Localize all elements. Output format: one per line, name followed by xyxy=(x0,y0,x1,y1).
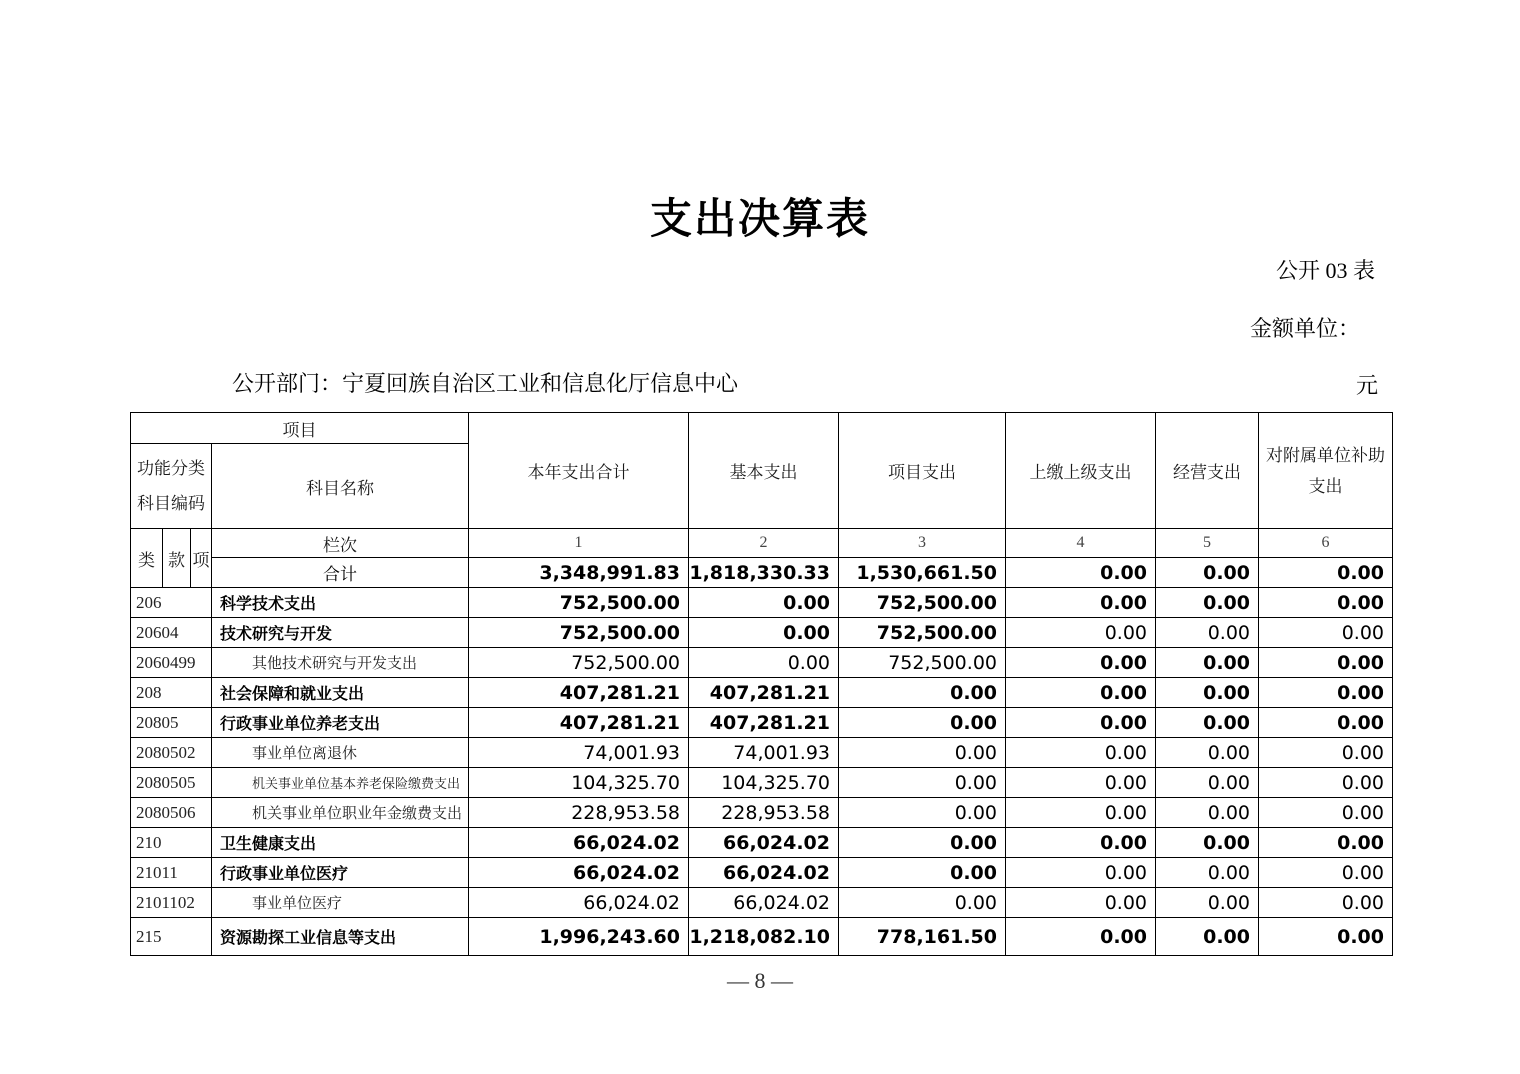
amount-cell: 752,500.00 xyxy=(469,588,689,618)
name-cell: 技术研究与开发 xyxy=(212,618,469,648)
name-cell: 卫生健康支出 xyxy=(212,828,469,858)
amount-cell: 778,161.50 xyxy=(839,918,1006,956)
amount-cell: 0.00 xyxy=(1006,648,1156,678)
amount-cell: 0.00 xyxy=(839,828,1006,858)
name-cell: 其他技术研究与开发支出 xyxy=(212,648,469,678)
amount-cell: 0.00 xyxy=(1006,798,1156,828)
amount-cell: 0.00 xyxy=(1259,738,1393,768)
amount-cell: 0.00 xyxy=(839,798,1006,828)
total-label: 合计 xyxy=(212,558,469,588)
page-number: — 8 — xyxy=(727,968,793,993)
amount-cell: 0.00 xyxy=(1156,588,1259,618)
amount-cell: 228,953.58 xyxy=(469,798,689,828)
amount-cell: 0.00 xyxy=(1006,828,1156,858)
table-row xyxy=(131,828,1393,858)
name-cell: 行政事业单位养老支出 xyxy=(212,708,469,738)
total-amount-cell: 3,348,991.83 xyxy=(469,558,689,588)
amount-cell: 0.00 xyxy=(1006,738,1156,768)
total-row xyxy=(131,558,1393,588)
amount-cell: 407,281.21 xyxy=(469,678,689,708)
total-amount-cell: 0.00 xyxy=(1006,558,1156,588)
name-cell: 资源勘探工业信息等支出 xyxy=(212,918,469,956)
header-col-total-year: 本年支出合计 xyxy=(469,413,689,529)
amount-cell: 0.00 xyxy=(1006,858,1156,888)
column-number-3: 3 xyxy=(839,529,1006,558)
header-func-code-line2: 科目编码 xyxy=(137,494,205,513)
header-col-subsidy-line1: 对附属单位补助 xyxy=(1266,445,1385,465)
table-row xyxy=(131,708,1393,738)
code-cell: 20604 xyxy=(131,618,212,648)
amount-cell: 0.00 xyxy=(1006,708,1156,738)
amount-cell: 0.00 xyxy=(1006,678,1156,708)
amount-cell: 0.00 xyxy=(1156,828,1259,858)
column-number-5: 5 xyxy=(1156,529,1259,558)
column-number-2: 2 xyxy=(689,529,839,558)
table-row xyxy=(131,798,1393,828)
code-cell: 2080502 xyxy=(131,738,212,768)
total-amount-cell: 1,530,661.50 xyxy=(839,558,1006,588)
amount-cell: 66,024.02 xyxy=(689,828,839,858)
amount-cell: 0.00 xyxy=(1156,798,1259,828)
amount-cell: 1,996,243.60 xyxy=(469,918,689,956)
header-row-project xyxy=(131,413,1393,444)
table-row xyxy=(131,618,1393,648)
amount-cell: 66,024.02 xyxy=(469,888,689,918)
amount-cell: 0.00 xyxy=(1259,828,1393,858)
code-cell: 2080506 xyxy=(131,798,212,828)
amount-cell: 0.00 xyxy=(1259,618,1393,648)
amount-cell: 0.00 xyxy=(1259,708,1393,738)
name-cell: 科学技术支出 xyxy=(212,588,469,618)
code-cell: 2101102 xyxy=(131,888,212,918)
amount-cell: 0.00 xyxy=(1006,768,1156,798)
column-number-4: 4 xyxy=(1006,529,1156,558)
amount-cell: 0.00 xyxy=(1259,588,1393,618)
amount-cell: 66,024.02 xyxy=(689,858,839,888)
amount-cell: 1,218,082.10 xyxy=(689,918,839,956)
table-row xyxy=(131,648,1393,678)
header-subject-name: 科目名称 xyxy=(212,444,469,529)
amount-cell: 74,001.93 xyxy=(689,738,839,768)
amount-unit-value: 元 xyxy=(1355,373,1378,398)
amount-cell: 0.00 xyxy=(689,618,839,648)
amount-cell: 0.00 xyxy=(1259,918,1393,956)
header-lanci: 栏次 xyxy=(212,529,469,558)
amount-cell: 0.00 xyxy=(1156,858,1259,888)
code-cell: 206 xyxy=(131,588,212,618)
header-section: 款 xyxy=(163,529,191,588)
amount-cell: 0.00 xyxy=(1259,858,1393,888)
code-cell: 208 xyxy=(131,678,212,708)
code-cell: 2060499 xyxy=(131,648,212,678)
name-cell: 机关事业单位基本养老保险缴费支出 xyxy=(212,768,469,798)
amount-cell: 0.00 xyxy=(839,888,1006,918)
amount-cell: 752,500.00 xyxy=(469,618,689,648)
header-col-operating: 经营支出 xyxy=(1156,413,1259,529)
amount-cell: 0.00 xyxy=(1006,888,1156,918)
amount-cell: 407,281.21 xyxy=(689,678,839,708)
amount-cell: 752,500.00 xyxy=(839,648,1006,678)
amount-cell: 0.00 xyxy=(1156,618,1259,648)
column-number-6: 6 xyxy=(1259,529,1393,558)
amount-cell: 66,024.02 xyxy=(469,828,689,858)
amount-cell: 66,024.02 xyxy=(469,858,689,888)
amount-cell: 228,953.58 xyxy=(689,798,839,828)
amount-cell: 0.00 xyxy=(839,768,1006,798)
amount-cell: 0.00 xyxy=(1006,618,1156,648)
amount-cell: 0.00 xyxy=(1156,678,1259,708)
amount-cell: 104,325.70 xyxy=(469,768,689,798)
amount-cell: 752,500.00 xyxy=(469,648,689,678)
amount-cell: 66,024.02 xyxy=(689,888,839,918)
total-amount-cell: 0.00 xyxy=(1259,558,1393,588)
code-cell: 20805 xyxy=(131,708,212,738)
amount-cell: 74,001.93 xyxy=(469,738,689,768)
amount-cell: 0.00 xyxy=(1156,738,1259,768)
header-col-project-exp: 项目支出 xyxy=(839,413,1006,529)
expenditure-table xyxy=(130,412,1393,956)
amount-unit-label: 金额单位： xyxy=(1249,316,1360,341)
name-cell: 社会保障和就业支出 xyxy=(212,678,469,708)
header-col-upturn: 上缴上级支出 xyxy=(1006,413,1156,529)
amount-cell: 0.00 xyxy=(1006,588,1156,618)
amount-cell: 0.00 xyxy=(1156,888,1259,918)
amount-cell: 104,325.70 xyxy=(689,768,839,798)
amount-cell: 0.00 xyxy=(1156,768,1259,798)
table-row xyxy=(131,738,1393,768)
amount-cell: 0.00 xyxy=(689,588,839,618)
code-cell: 215 xyxy=(131,918,212,956)
header-col-subsidy-line2: 支出 xyxy=(1308,476,1343,496)
total-amount-cell: 1,818,330.33 xyxy=(689,558,839,588)
amount-cell: 752,500.00 xyxy=(839,588,1006,618)
name-cell: 机关事业单位职业年金缴费支出 xyxy=(212,798,469,828)
amount-cell: 752,500.00 xyxy=(839,618,1006,648)
amount-cell: 0.00 xyxy=(1259,648,1393,678)
amount-cell: 0.00 xyxy=(839,858,1006,888)
amount-cell: 0.00 xyxy=(839,678,1006,708)
amount-cell: 0.00 xyxy=(1259,798,1393,828)
amount-cell: 0.00 xyxy=(1006,918,1156,956)
amount-cell: 0.00 xyxy=(839,708,1006,738)
amount-cell: 0.00 xyxy=(689,648,839,678)
amount-cell: 407,281.21 xyxy=(689,708,839,738)
table-row xyxy=(131,888,1393,918)
header-func-code-line1: 功能分类 xyxy=(137,459,205,478)
amount-cell: 0.00 xyxy=(1259,678,1393,708)
amount-cell: 0.00 xyxy=(1156,918,1259,956)
amount-cell: 0.00 xyxy=(839,738,1006,768)
name-cell: 行政事业单位医疗 xyxy=(212,858,469,888)
table-row xyxy=(131,678,1393,708)
table-row xyxy=(131,588,1393,618)
code-cell: 210 xyxy=(131,828,212,858)
name-cell: 事业单位医疗 xyxy=(212,888,469,918)
code-cell: 2080505 xyxy=(131,768,212,798)
amount-cell: 0.00 xyxy=(1259,888,1393,918)
table-row xyxy=(131,858,1393,888)
header-col-subsidy xyxy=(1259,413,1393,529)
header-row-lanci xyxy=(131,529,1393,558)
header-col-basic: 基本支出 xyxy=(689,413,839,529)
name-cell: 事业单位离退休 xyxy=(212,738,469,768)
table-row xyxy=(131,768,1393,798)
header-project: 项目 xyxy=(131,413,469,444)
table-row xyxy=(131,918,1393,956)
amount-cell: 0.00 xyxy=(1259,768,1393,798)
header-class: 类 xyxy=(131,529,163,588)
page-title: 支出决算表 xyxy=(649,197,870,243)
column-number-1: 1 xyxy=(469,529,689,558)
total-amount-cell: 0.00 xyxy=(1156,558,1259,588)
header-item: 项 xyxy=(191,529,212,588)
header-func-code xyxy=(131,444,212,529)
amount-cell: 0.00 xyxy=(1156,708,1259,738)
form-number-label: 公开 03 表 xyxy=(1275,258,1375,283)
publishing-department: 公开部门：宁夏回族自治区工业和信息化厅信息中心 xyxy=(232,371,739,396)
amount-cell: 0.00 xyxy=(1156,648,1259,678)
code-cell: 21011 xyxy=(131,858,212,888)
amount-cell: 407,281.21 xyxy=(469,708,689,738)
